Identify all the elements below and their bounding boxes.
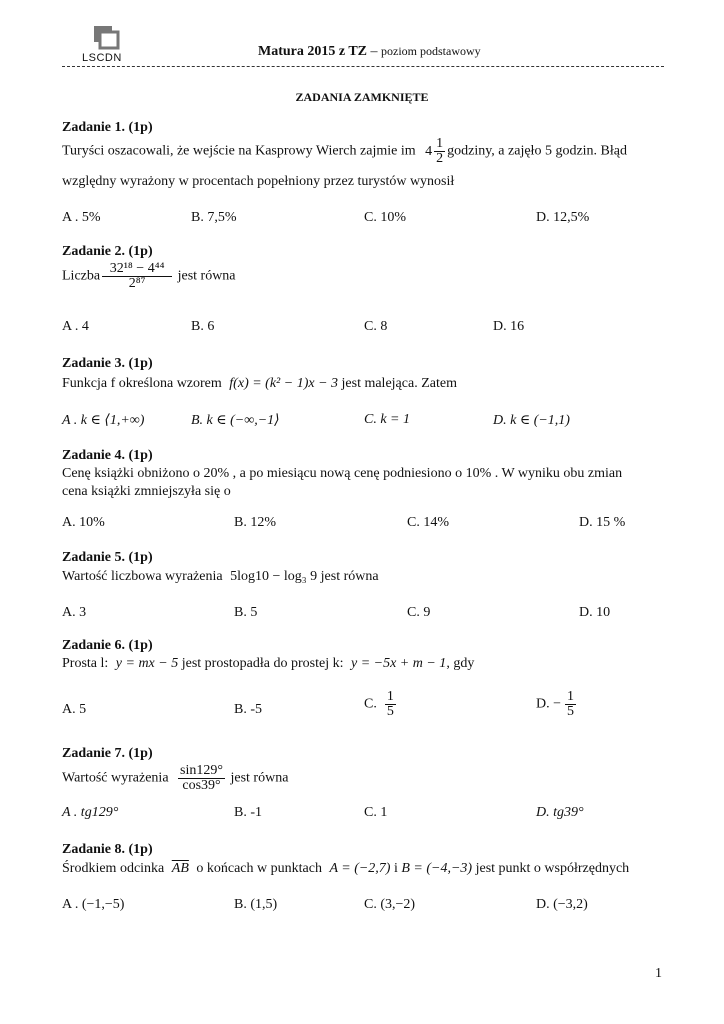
task-2-option-b[interactable]: B. 6 bbox=[191, 319, 215, 334]
task-1-option-b[interactable]: B. 7,5% bbox=[191, 210, 237, 225]
logo-text: LSCDN bbox=[82, 52, 122, 64]
task-7-option-a[interactable]: A . tg129° bbox=[62, 805, 119, 820]
task-8-option-c[interactable]: C. (3,−2) bbox=[364, 897, 416, 912]
task-8-title: Zadanie 8. (1p) bbox=[62, 842, 153, 857]
task-5-option-d[interactable]: D. 10 bbox=[579, 605, 611, 620]
task-7-option-b[interactable]: B. -1 bbox=[234, 805, 262, 820]
task-1-title: Zadanie 1. (1p) bbox=[62, 120, 153, 135]
task-6-option-c[interactable]: C. $\frac{1}{5}$ bbox=[364, 689, 394, 719]
task-7-title: Zadanie 7. (1p) bbox=[62, 746, 153, 761]
section-title: ZADANIA ZAMKNIĘTE bbox=[295, 90, 429, 104]
task-8-option-d[interactable]: D. (−3,2) bbox=[536, 897, 588, 912]
task-5-title: Zadanie 5. (1p) bbox=[62, 550, 153, 565]
task-1-text: Turyści oszacowali, że wejście na Kasprowy Wierch zajmie im 4 $\frac{1}{2}$ godziny, a zajęło 5 godzin. Błąd bbox=[62, 136, 627, 166]
page-number: 1 bbox=[655, 966, 662, 981]
task-4-option-b[interactable]: B. 12% bbox=[234, 515, 276, 530]
task-1-option-d[interactable]: D. 12,5% bbox=[536, 210, 590, 225]
task-7-text: Wartość wyrażenia $\frac{\sin 129^\circ}{\cos 39^\circ}$ jest równa bbox=[62, 763, 289, 793]
task-4-option-d[interactable]: D. 15 % bbox=[579, 515, 626, 530]
task-7-option-d[interactable]: D. tg39° bbox=[536, 805, 584, 820]
task-5-option-a[interactable]: A. 3 bbox=[62, 605, 87, 620]
task-3-option-a[interactable]: A . k ∈ ⟨1,+∞) bbox=[62, 413, 145, 428]
task-8-text: Środkiem odcinka $\overline{AB}$ o końcach w punktach A = (−2,7) i B = (−4,−3) jest punkt o współrzędnych bbox=[62, 861, 630, 876]
task-4-title: Zadanie 4. (1p) bbox=[62, 448, 153, 463]
header-title: Matura 2015 z TZ – poziom podstawowy bbox=[258, 44, 481, 59]
task-6-text: Prosta l: y = mx − 5 jest prostopadła do prostej k: y = −5x + m − 1, gdy bbox=[62, 656, 475, 671]
task-2-title: Zadanie 2. (1p) bbox=[62, 244, 153, 259]
task-6-option-a[interactable]: A. 5 bbox=[62, 702, 87, 717]
task-3-option-d[interactable]: D. k ∈ (−1,1) bbox=[493, 413, 570, 428]
task-2-text: Liczba $\frac{\text{32¹⁸ − 4⁴⁴}}{\text{2⁸⁷}}$ jest równa bbox=[62, 261, 236, 291]
task-4-text: Cenę książki obniżono o 20% , a po miesiącu nową cenę podniesiono o 10% . W wyniku obu zmian bbox=[62, 466, 623, 481]
task-3-title: Zadanie 3. (1p) bbox=[62, 356, 153, 371]
task-2-option-d[interactable]: D. 16 bbox=[493, 319, 525, 334]
task-6-option-b[interactable]: B. -5 bbox=[234, 702, 262, 717]
task-5-option-b[interactable]: B. 5 bbox=[234, 605, 258, 620]
task-8-option-a[interactable]: A . (−1,−5) bbox=[62, 897, 125, 912]
task-1-text-2: względny wyrażony w procentach popełniony przez turystów wynosił bbox=[62, 174, 455, 189]
task-3-option-b[interactable]: B. k ∈ (−∞,−1⟩ bbox=[191, 413, 280, 428]
task-4-option-c[interactable]: C. 14% bbox=[407, 515, 449, 530]
header-divider bbox=[62, 66, 664, 67]
task-3-option-c[interactable]: C. k = 1 bbox=[364, 412, 410, 427]
task-2-option-c[interactable]: C. 8 bbox=[364, 319, 388, 334]
task-1-option-c[interactable]: C. 10% bbox=[364, 210, 406, 225]
task-5-text: Wartość liczbowa wyrażenia 5log10 − log₃ 9 jest równa bbox=[62, 569, 379, 584]
task-8-option-b[interactable]: B. (1,5) bbox=[234, 897, 278, 912]
task-5-option-c[interactable]: C. 9 bbox=[407, 605, 431, 620]
task-4-option-a[interactable]: A. 10% bbox=[62, 515, 105, 530]
task-6-title: Zadanie 6. (1p) bbox=[62, 638, 153, 653]
task-3-text: Funkcja f określona wzorem f(x) = (k² − 1)x − 3 jest malejąca. Zatem bbox=[62, 376, 457, 391]
task-1-option-a[interactable]: A . 5% bbox=[62, 210, 101, 225]
task-7-option-c[interactable]: C. 1 bbox=[364, 805, 388, 820]
task-2-option-a[interactable]: A . 4 bbox=[62, 319, 89, 334]
task-6-option-d[interactable]: D. − $\frac{1}{5}$ bbox=[536, 689, 575, 719]
task-4-text-2: cena książki zmniejszyła się o bbox=[62, 484, 231, 499]
